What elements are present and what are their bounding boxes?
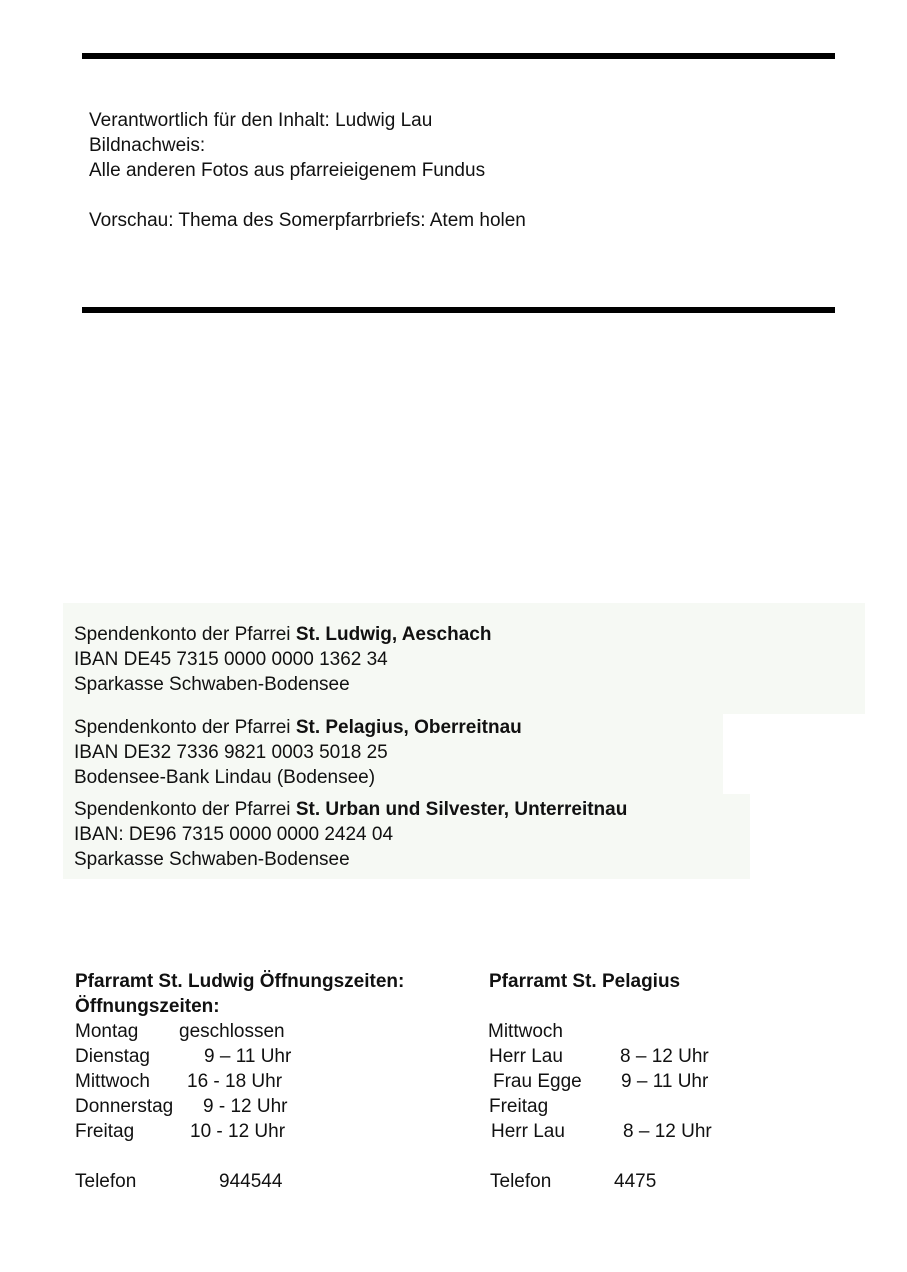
phone-row <box>488 1169 680 1194</box>
phone-row <box>75 1169 404 1194</box>
bottom-rule <box>82 307 835 313</box>
donation-bank: Sparkasse Schwaben-Bodensee <box>74 674 350 695</box>
hours-row <box>75 1119 404 1144</box>
donation-iban: IBAN DE32 7336 9821 0003 5018 25 <box>74 742 388 763</box>
donation-box-pelagius <box>63 714 723 794</box>
day-row <box>488 1094 680 1119</box>
donation-heading <box>74 797 627 822</box>
staff-name: Herr Lau <box>489 1046 563 1067</box>
day-label: Mittwoch <box>75 1071 150 1092</box>
donation-heading <box>74 622 491 647</box>
donation-prefix: Spendenkonto der Pfarrei <box>74 799 296 820</box>
imprint <box>89 108 526 233</box>
hours-row <box>75 1044 404 1069</box>
time-value: 9 - 12 Uhr <box>203 1096 288 1117</box>
donation-box-ludwig <box>63 603 865 714</box>
donation-prefix: Spendenkonto der Pfarrei <box>74 624 296 645</box>
day-label: Dienstag <box>75 1046 150 1067</box>
hours-row <box>488 1069 709 1094</box>
day-label: Mittwoch <box>488 1021 563 1042</box>
day-label: Donnerstag <box>75 1096 174 1117</box>
donation-parish: St. Urban und Silvester, Unterreitnau <box>295 799 628 820</box>
phone-number: 944544 <box>219 1171 283 1192</box>
office-hours-ludwig <box>75 969 404 1194</box>
donation-heading <box>74 715 522 740</box>
office-subtitle: Öffnungszeiten: <box>75 996 220 1017</box>
credits-text: Alle anderen Fotos aus pfarreieigenem Fundus <box>89 160 486 181</box>
time-value: geschlossen <box>179 1021 285 1042</box>
day-label: Freitag <box>489 1096 549 1117</box>
hours-row <box>75 1019 404 1044</box>
phone-label: Telefon <box>490 1171 552 1192</box>
day-label: Montag <box>75 1021 139 1042</box>
hours-row <box>75 1069 404 1094</box>
staff-name: Herr Lau <box>491 1121 565 1142</box>
donation-bank: Bodensee-Bank Lindau (Bodensee) <box>74 767 376 788</box>
time-value: 8 – 12 Uhr <box>620 1046 709 1067</box>
preview-line: Vorschau: Thema des Somerpfarrbriefs: Atem holen <box>89 210 526 231</box>
hours-row <box>488 1119 712 1144</box>
office-title: Pfarramt St. Pelagius <box>489 971 681 992</box>
day-row <box>488 1019 680 1044</box>
credits-label: Bildnachweis: <box>89 135 206 156</box>
top-rule <box>82 53 835 59</box>
office-title: Pfarramt St. Ludwig Öffnungszeiten: <box>75 971 405 992</box>
responsible-line: Verantwortlich für den Inhalt: Ludwig Lau <box>89 110 433 131</box>
time-value: 10 - 12 Uhr <box>190 1121 286 1142</box>
donation-iban: IBAN: DE96 7315 0000 0000 2424 04 <box>74 824 394 845</box>
time-value: 9 – 11 Uhr <box>621 1071 709 1092</box>
time-value: 8 – 12 Uhr <box>623 1121 712 1142</box>
phone-number: 4475 <box>614 1171 657 1192</box>
office-hours-pelagius <box>488 969 712 1194</box>
hours-row <box>488 1044 709 1069</box>
hours-row <box>75 1094 404 1119</box>
time-value: 9 – 11 Uhr <box>204 1046 292 1067</box>
donation-iban: IBAN DE45 7315 0000 0000 1362 34 <box>74 649 388 670</box>
day-label: Freitag <box>75 1121 135 1142</box>
donation-prefix: Spendenkonto der Pfarrei <box>74 717 296 738</box>
donation-bank: Sparkasse Schwaben-Bodensee <box>74 849 350 870</box>
donation-box-urban <box>63 794 750 879</box>
donation-parish: St. Ludwig, Aeschach <box>295 624 492 645</box>
donation-parish: St. Pelagius, Oberreitnau <box>295 717 522 738</box>
time-value: 16 - 18 Uhr <box>187 1071 283 1092</box>
phone-label: Telefon <box>75 1171 137 1192</box>
staff-name: Frau Egge <box>493 1071 582 1092</box>
